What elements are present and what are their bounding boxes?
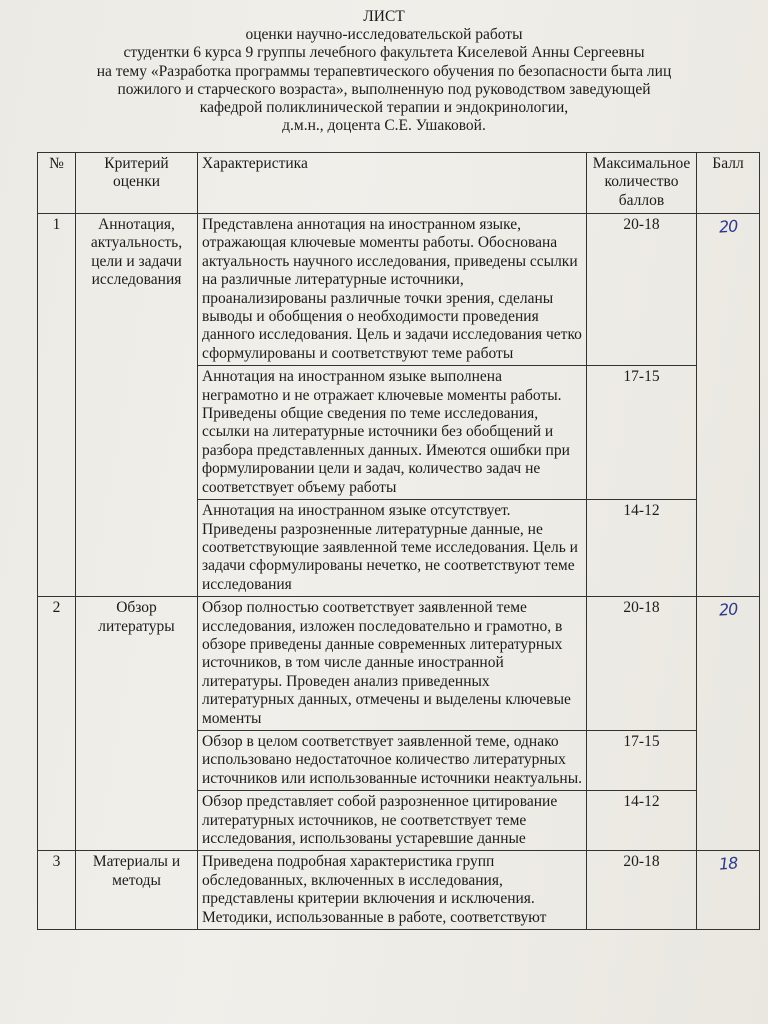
handwritten-score: 18 <box>718 853 738 875</box>
header-department: кафедрой поликлинической терапии и эндокринологии, <box>199 99 569 117</box>
table-row <box>38 851 760 930</box>
level-description: Аннотация на иностранном языке отсутствует. Приведены разрозненные литературные данные, не соответствующие заявленной теме исследования. Цель и задачи сформулированы нечетко, не соответствуют теме исследования <box>198 500 587 597</box>
handwritten-score: 20 <box>718 216 738 237</box>
score-cell <box>697 597 760 851</box>
table-row <box>38 214 760 366</box>
level-description: Приведена подробная характеристика групп обследованных, включенных в исследования, представлены критерии включения и исключения. Методики, использованные в работе, соответствуют <box>198 851 587 930</box>
level-range: 14-12 <box>587 500 697 597</box>
level-description: Аннотация на иностранном языке выполнена неграмотно и не отражает ключевые моменты работы. Приведены общие сведения по теме исследования, ссылки на литературные источники без обобщений и разбора представленных данных. Имеются ошибки при формулировании цели и задач, количество задач не соответствует объему работы <box>198 366 587 500</box>
header-subtitle: оценки научно-исследовательской работы <box>245 26 523 44</box>
criterion-number: 2 <box>38 597 76 851</box>
score-cell <box>697 851 760 930</box>
level-range: 17-15 <box>587 730 697 790</box>
column-header-max-score: Максимальное количество баллов <box>587 153 697 214</box>
level-range: 17-15 <box>587 366 697 500</box>
level-description: Представлена аннотация на иностранном языке, отражающая ключевые моменты работы. Обоснована актуальность научного исследования, приведены ссылки на различные литературные источники, проанализированы различные точки зрения, сделаны выводы и обобщения о необходимости проведения данного исследования. Цель и задачи исследования четко сформулированы и соответствуют теме работы <box>198 214 587 366</box>
level-range: 20-18 <box>587 597 697 731</box>
score-cell <box>697 214 760 597</box>
criterion-name: Материалы и методы <box>76 851 198 930</box>
criterion-name: Аннотация, актуальность, цели и задачи исследования <box>76 214 198 597</box>
level-range: 20-18 <box>587 214 697 366</box>
header-title: ЛИСТ <box>363 8 405 25</box>
header-supervisor: д.м.н., доцента С.Е. Ушаковой. <box>282 117 486 135</box>
column-header-criterion: Критерий оценки <box>76 153 198 214</box>
table-header-row <box>38 153 760 214</box>
header-topic-1: на тему «Разработка программы терапевтического обучения по безопасности быта лиц <box>96 62 672 80</box>
table-row <box>38 597 760 731</box>
document-header <box>0 8 768 135</box>
column-header-description: Характеристика <box>198 153 587 214</box>
level-range: 20-18 <box>587 851 697 930</box>
header-student: студентки 6 курса 9 группы лечебного факультета Киселевой Анны Сергеевны <box>123 44 645 62</box>
criterion-number: 3 <box>38 851 76 930</box>
criterion-number: 1 <box>38 214 76 597</box>
criterion-name: Обзор литературы <box>76 597 198 851</box>
level-range: 14-12 <box>587 791 697 851</box>
handwritten-score: 20 <box>718 599 738 620</box>
header-topic-2: пожилого и старческого возраста», выполненную под руководством заведующей <box>117 80 651 98</box>
evaluation-table <box>37 152 760 930</box>
level-description: Обзор в целом соответствует заявленной теме, однако использовано недостаточное количество литературных источников или использованные источники неактуальны. <box>198 730 587 790</box>
column-header-number: № <box>38 153 76 214</box>
level-description: Обзор представляет собой разрозненное цитирование литературных источников, не соответствует теме исследования, использованы устаревшие данные <box>198 791 587 851</box>
column-header-score: Балл <box>697 153 760 214</box>
level-description: Обзор полностью соответствует заявленной теме исследования, изложен последовательно и грамотно, в обзоре приведены данные современных литературных источников, в том числе данные иностранной литературы. Проведен анализ приведенных литературных данных, отмечены и выделены ключевые моменты <box>198 597 587 731</box>
